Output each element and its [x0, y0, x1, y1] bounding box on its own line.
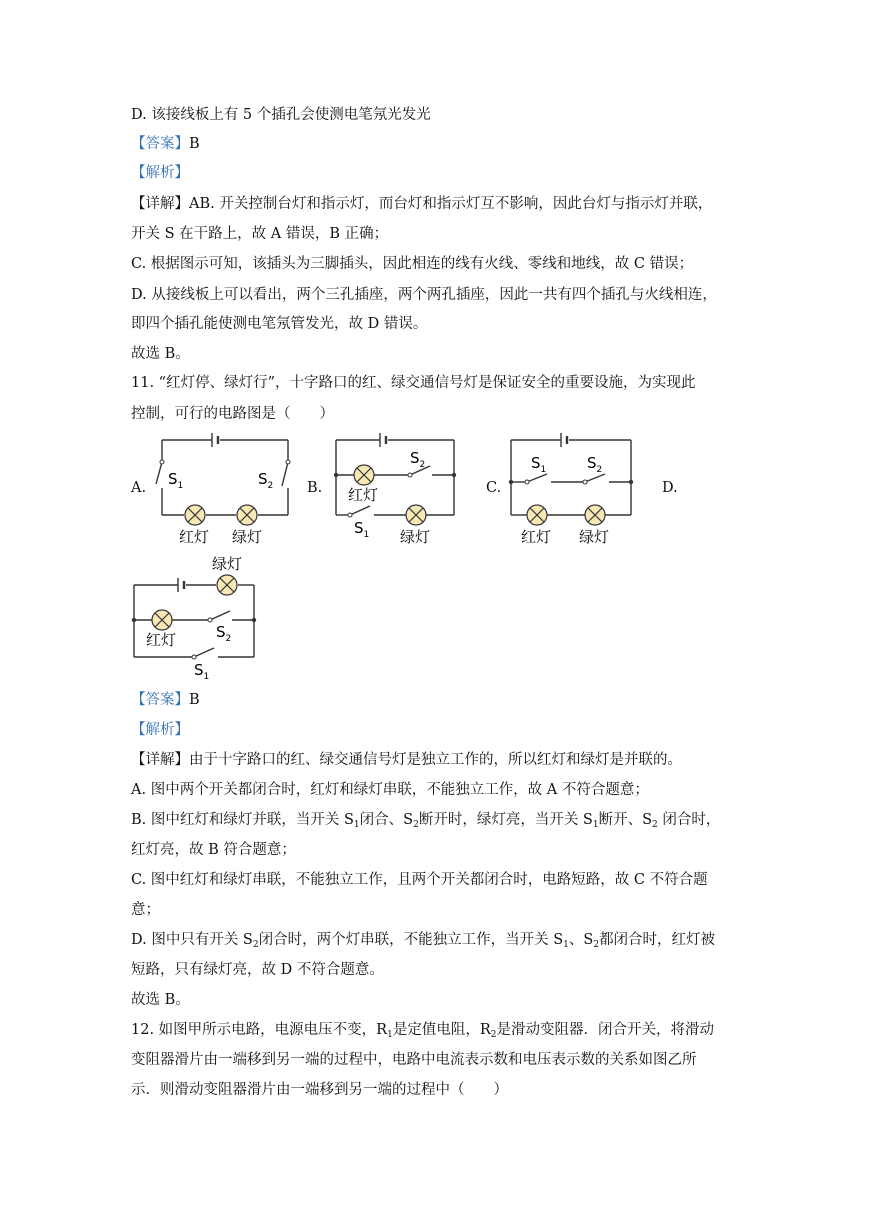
answer-line [131, 134, 200, 154]
switch-label: $S_2$ [410, 449, 426, 470]
circuit-a [150, 430, 300, 550]
detail-line: 意； [131, 902, 160, 918]
switch-label: $S_1$ [531, 454, 547, 475]
detail-line: B. 图中红灯和绿灯并联，当开关 $S_1$闭合、$S_2$断开时，绿灯亮，当开关 $S_1$断开、$S_2$ 闭合时， [131, 812, 721, 830]
question-stem: 变阻器滑片由一端移到另一端的过程中，电路中电流表示数和电压表示数的关系如图乙所 [131, 1052, 697, 1068]
option-b-label: B. [307, 480, 323, 496]
circuit-d [130, 553, 265, 681]
red-light-label: 红灯 [146, 631, 177, 649]
green-light-label: 绿灯 [232, 528, 263, 546]
detail-line: 开关 S 在干路上，故 A 错误，B 正确； [131, 226, 389, 242]
detail-line: 短路，只有绿灯亮，故 D 不符合题意。 [131, 962, 384, 978]
detail-line: 红灯亮，故 B 符合题意； [131, 842, 296, 858]
detail-line: A. 图中两个开关都闭合时，红灯和绿灯串联，不能独立工作，故 A 不符合题意； [131, 782, 649, 798]
circuit-c [505, 430, 640, 548]
answer-tag: 【答案】 [131, 136, 189, 152]
switch-label: $S_2$ [216, 623, 232, 644]
detail-line: 即四个插孔能使测电笔氖管发光，故 D 错误。 [131, 316, 428, 332]
answer-value: B [189, 136, 200, 152]
detail-text: AB. 开关控制台灯和指示灯，而台灯和指示灯互不影响，因此台灯与指示灯并联， [189, 196, 713, 212]
question-stem: 控制，可行的电路图是（ ） [131, 406, 334, 422]
option-d-label: D. [662, 480, 678, 496]
detail-line [131, 750, 682, 770]
red-light-label: 红灯 [521, 528, 552, 546]
option-a-label: A. [131, 480, 147, 496]
option-d: D. 该接线板上有 5 个插孔会使测电笔氖光发光 [131, 107, 431, 123]
detail-tag: 【详解】 [131, 196, 189, 212]
detail-text: 由于十字路口的红、绿交通信号灯是独立工作的，所以红灯和绿灯是并联的。 [189, 752, 682, 768]
analysis-tag: 【解析】 [131, 165, 189, 181]
green-light-label: 绿灯 [212, 555, 243, 573]
detail-line [131, 194, 712, 214]
answer-tag: 【答案】 [131, 692, 189, 708]
analysis-tag: 【解析】 [131, 722, 189, 738]
conclusion: 故选 B。 [131, 992, 190, 1008]
question-stem: 示．则滑动变阻器滑片由一端移到另一端的过程中（ ） [131, 1082, 508, 1098]
switch-label: $S_1$ [194, 661, 210, 681]
detail-tag: 【详解】 [131, 752, 189, 768]
detail-line: D. 图中只有开关 $S_2$闭合时，两个灯串联，不能独立工作，当开关 $S_1$、$S_2$都闭合时，红灯被 [131, 932, 716, 950]
switch-label: $S_1$ [168, 470, 184, 491]
question-stem: 12. 如图甲所示电路，电源电压不变，$R_1$是定值电阻，$R_2$是滑动变阻器．闭合开关，将滑动 [131, 1022, 714, 1040]
detail-line: D. 从接线板上可以看出，两个三孔插座，两个两孔插座，因此一共有四个插孔与火线相连， [131, 287, 717, 303]
answer-line [131, 690, 200, 710]
option-c-label: C. [486, 480, 502, 496]
switch-label: $S_2$ [587, 454, 603, 475]
red-light-label: 红灯 [348, 486, 379, 504]
green-light-label: 绿灯 [400, 528, 431, 546]
question-stem: 11. “红灯停、绿灯行”，十字路口的红、绿交通信号灯是保证安全的重要设施，为实现此 [131, 375, 696, 391]
detail-line: C. 根据图示可知，该插头为三脚插头，因此相连的线有火线、零线和地线，故 C 错误； [131, 256, 694, 272]
switch-label: $S_2$ [258, 470, 274, 491]
answer-value: B [189, 692, 200, 708]
green-light-label: 绿灯 [579, 528, 610, 546]
circuit-b [330, 430, 465, 548]
conclusion: 故选 B。 [131, 346, 190, 362]
detail-line: C. 图中红灯和绿灯串联，不能独立工作，且两个开关都闭合时，电路短路，故 C 不符合题 [131, 872, 708, 888]
switch-label: $S_1$ [354, 519, 370, 540]
red-light-label: 红灯 [179, 528, 210, 546]
